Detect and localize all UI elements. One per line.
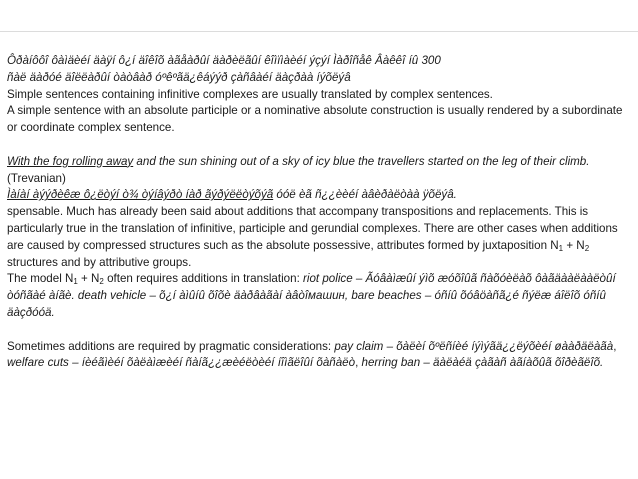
heading-line-1: Ôðàíôôî ôàìäèéí äàÿí ô¿í äîêîõ àãåàðûí äàðèëãûí êîìïìàèéí ýçýí Ìàðîñåê Âàêêî íû 300 [7,54,441,67]
translation-underlined: Ìàíàí àýýðèêæ ô¿ëòýí ò¾ òýíâýðò íàð ãýðýëëòýõýã [7,188,274,202]
example-underlined: With the fog rolling away [7,154,134,168]
example-source: (Trevanian) [7,171,66,185]
translation-rest: óóë èã ñ¿¿èèéí àâèðàëòàà ÿõëýâ. [273,188,457,202]
spacer [7,322,631,339]
pragmatic-text-a: Sometimes additions are required by pragmatic considerations: [7,339,335,353]
additions-end: structures and by attributive groups. [7,255,192,269]
paragraph-infinitive: Simple sentences containing infinitive complexes are usually translated by complex sentences. [7,87,493,101]
additions-mid: + N [563,238,585,252]
subscript-2: 2 [584,243,590,253]
paragraph-pragmatic [7,339,631,373]
spacer [7,137,631,154]
model-text-c: often requires additions in translation: [103,272,304,286]
additions-text: spensable. Much has already been said about additions that accompany transpositions and replacements. This is particularly true in the translation of infinitive, participle and gerundial complexes. There are other cases when additions are caused by compressed structures such as the absolute possessive, attributes formed by juxtaposition N [7,205,618,252]
model-example-1: riot police – Ãóâàìæûí ýìõ æóõîûã ñàõóèëàõ ôàãäààëààëòûí òóñãàé àíãè. death vehicle – õ¿í àìûíû õîõè äàðâàãàí àâòî [7,272,616,303]
model-text-a: The model N [7,272,74,286]
slide-top-band [0,0,638,32]
example-rest: and the sun shining out of a sky of icy blue the travellers started on the leg of their climb. [133,154,590,168]
pragmatic-example-2: welfare cuts – íèéãìèéí õàëàìæèéí ñàíã¿¿æèéëòèéí íîìãëîûí õàñàëò [7,356,356,370]
pragmatic-example-3: herring ban – äàëàéä çàãàñ àãíàõûã õîðèãëîõ. [361,356,604,370]
model-subscript-1: 1 [73,277,78,287]
pragmatic-sep-1: , [613,339,617,353]
model-example-2: , bare beaches – óñíû õóâöàñã¿é ñýëæ áîëîõ óñíû äàçðóóä. [7,289,606,319]
paragraph-additions [7,204,631,271]
model-text-b: + N [77,272,100,286]
model-example-cyr: машин [308,289,345,303]
pragmatic-sep-2: , [355,356,362,370]
slide-body [7,53,631,372]
heading-line-2: ñàë äàðóé äîëëàðûí òàòâàð óºêºãä¿êáýýð çàñâàéí äàçðàà íýõëýâ [7,70,351,84]
subscript-1: 1 [558,243,564,253]
model-subscript-2: 2 [99,277,104,287]
example-sentence [7,154,631,188]
paragraph-model [7,271,631,321]
pragmatic-example-1: pay claim – õàëèí õºëñíèé íýìýãä¿¿ëýõèéí øààðäëàãà [334,339,614,353]
paragraph-absolute: A simple sentence with an absolute participle or a nominative absolute construction is usually rendered by a subordinate or coordinate complex sentence. [7,104,623,135]
example-translation [7,187,631,204]
